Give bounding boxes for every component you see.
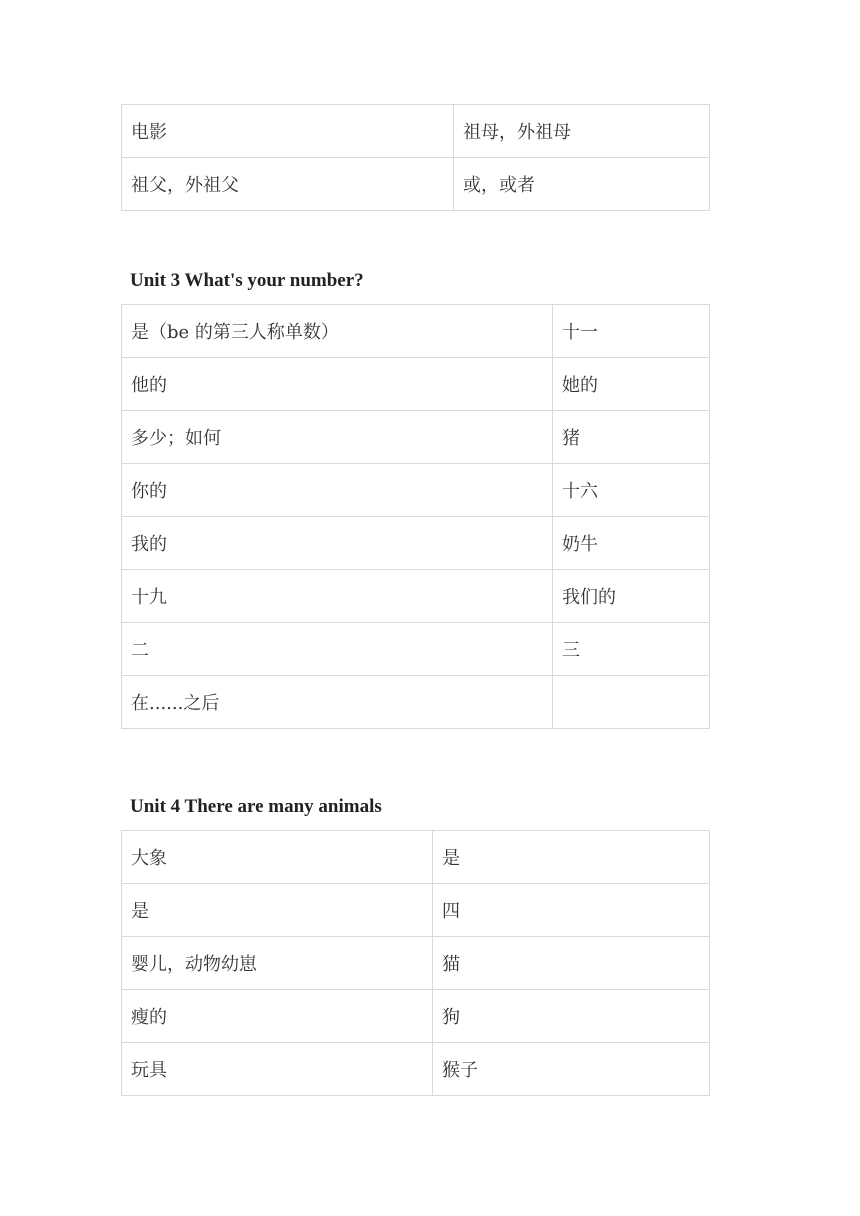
table-cell-chinese: 电影 <box>122 105 454 158</box>
table-row <box>122 411 710 464</box>
table-cell-chinese: 猫 <box>433 937 710 990</box>
table-cell-chinese: 十六 <box>553 464 710 517</box>
table-row <box>122 937 710 990</box>
table-cell-chinese: 我们的 <box>553 570 710 623</box>
table-row <box>122 305 710 358</box>
table-row <box>122 676 710 729</box>
table-cell-chinese: 他的 <box>122 358 553 411</box>
table-cell-chinese: 多少；如何 <box>122 411 553 464</box>
unit-4-vocab-table <box>121 830 710 1096</box>
table-cell-chinese: 四 <box>433 884 710 937</box>
table-row <box>122 358 710 411</box>
table-row <box>122 884 710 937</box>
table-row <box>122 517 710 570</box>
table-cell-chinese: 你的 <box>122 464 553 517</box>
unit-3-heading: Unit 3 What's your number? <box>130 270 364 291</box>
table-cell-chinese: 她的 <box>553 358 710 411</box>
table-cell-chinese: 我的 <box>122 517 553 570</box>
table-row <box>122 464 710 517</box>
table-cell-chinese: 玩具 <box>122 1043 433 1096</box>
table-cell-chinese: 在......之后 <box>122 676 553 729</box>
table-row <box>122 570 710 623</box>
table-row <box>122 831 710 884</box>
table-cell-chinese: 是 <box>122 884 433 937</box>
table-cell-chinese: 十九 <box>122 570 553 623</box>
table-cell-chinese: 或，或者 <box>454 158 710 211</box>
table-row <box>122 105 710 158</box>
table-cell-chinese: 猴子 <box>433 1043 710 1096</box>
table-cell-chinese: 是 <box>433 831 710 884</box>
unit-4-heading: Unit 4 There are many animals <box>130 796 382 817</box>
table-cell-chinese: 婴儿，动物幼崽 <box>122 937 433 990</box>
table-cell-chinese: 十一 <box>553 305 710 358</box>
table-row <box>122 623 710 676</box>
table-cell-empty <box>553 676 710 729</box>
table-cell-chinese: 三 <box>553 623 710 676</box>
table-row <box>122 1043 710 1096</box>
table-cell-chinese: 祖母，外祖母 <box>454 105 710 158</box>
vocab-table-continued <box>121 104 710 211</box>
table-cell-chinese: 二 <box>122 623 553 676</box>
table-cell-chinese: 狗 <box>433 990 710 1043</box>
table-cell-chinese: 猪 <box>553 411 710 464</box>
table-row <box>122 158 710 211</box>
table-cell-chinese: 奶牛 <box>553 517 710 570</box>
unit-3-vocab-table <box>121 304 710 729</box>
table-cell-chinese: 祖父，外祖父 <box>122 158 454 211</box>
table-cell-chinese: 大象 <box>122 831 433 884</box>
table-row <box>122 990 710 1043</box>
table-cell-chinese: 瘦的 <box>122 990 433 1043</box>
table-cell-chinese: 是（be 的第三人称单数） <box>122 305 553 358</box>
